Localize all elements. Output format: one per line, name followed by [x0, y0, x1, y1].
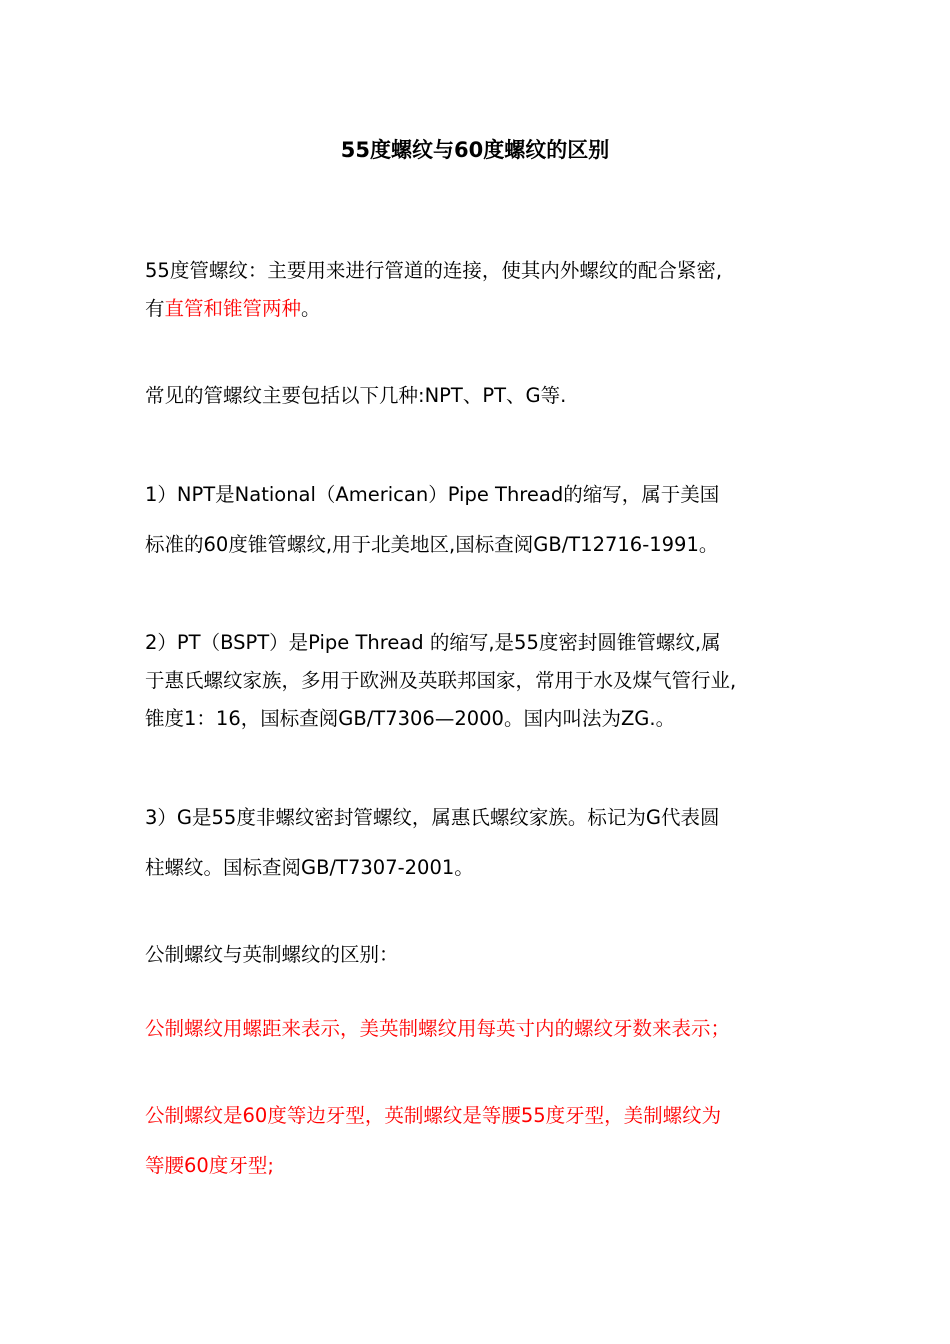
paragraph-line: 标准的60度锥管螺纹,用于北美地区,国标查阅GB/T12716-1991。 — [145, 533, 719, 556]
paragraph-pt — [145, 624, 810, 738]
paragraph-g — [145, 799, 810, 887]
paragraph-line: 1）NPT是National（American）Pipe Thread的缩写，属于美国 — [145, 483, 720, 506]
paragraph-line: 55度管螺纹：主要用来进行管道的连接，使其内外螺纹的配合紧密, — [145, 259, 723, 282]
paragraph-line: 锥度1：16，国标查阅GB/T7306—2000。国内叫法为ZG.。 — [145, 707, 676, 730]
highlighted-text: 直管和锥管两种 — [164, 297, 302, 320]
paragraph-pitch-notation — [145, 1010, 810, 1048]
text-run: 。 — [301, 297, 321, 320]
paragraph-npt — [145, 476, 810, 564]
paragraph-line: 公制螺纹用螺距来表示，美英制螺纹用每英寸内的螺纹牙数来表示； — [145, 1017, 731, 1040]
paragraph-line: 于惠氏螺纹家族，多用于欧洲及英联邦国家，常用于水及煤气管行业, — [145, 669, 737, 692]
paragraph-line — [145, 290, 810, 328]
paragraph-line: 3）G是55度非螺纹密封管螺纹，属惠氏螺纹家族。标记为G代表圆 — [145, 806, 720, 829]
paragraph-common-types — [145, 377, 810, 415]
paragraph-line: 常见的管螺纹主要包括以下几种:NPT、PT、G等. — [145, 384, 567, 407]
document-title: 55度螺纹与60度螺纹的区别 — [340, 138, 610, 162]
paragraph-metric-vs-imperial — [145, 936, 810, 974]
text-run: 有 — [145, 297, 165, 320]
paragraph-line: 公制螺纹是60度等边牙型，英制螺纹是等腰55度牙型，美制螺纹为 — [145, 1104, 722, 1127]
paragraph-line: 等腰60度牙型; — [145, 1154, 274, 1177]
paragraph-line: 公制螺纹与英制螺纹的区别： — [145, 943, 399, 966]
paragraph-pipe-thread-intro — [145, 252, 810, 328]
paragraph-line: 柱螺纹。国标查阅GB/T7307-2001。 — [145, 856, 474, 879]
paragraph-line: 2）PT（BSPT）是Pipe Thread 的缩写,是55度密封圆锥管螺纹,属 — [145, 631, 721, 654]
paragraph-thread-angles — [145, 1097, 810, 1185]
